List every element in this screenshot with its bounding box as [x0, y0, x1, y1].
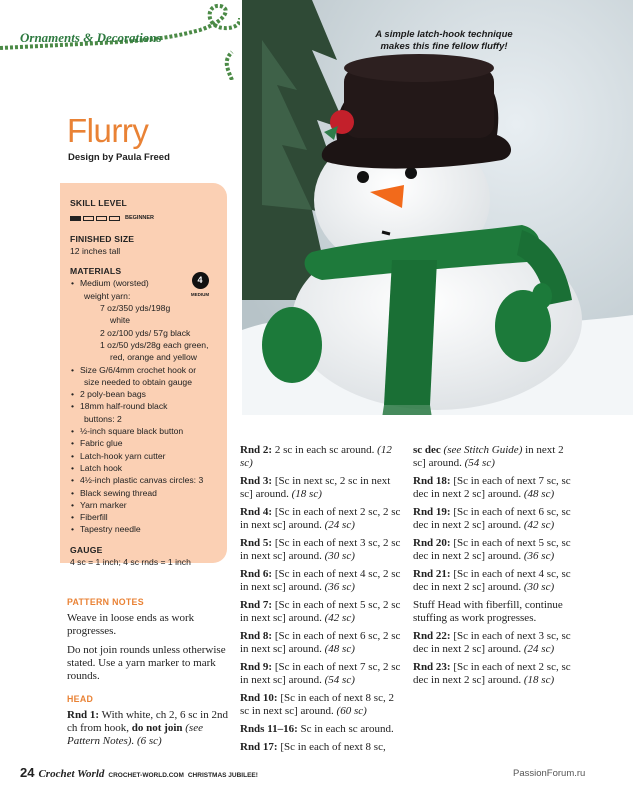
materials-item-cont: 7 oz/350 yds/198g	[100, 303, 171, 314]
eye-right	[405, 167, 417, 179]
page-number: 24	[20, 765, 35, 780]
materials-item-cont: size needed to obtain gauge	[84, 376, 192, 387]
materials-item-cont: buttons: 2	[84, 413, 122, 424]
materials-item-cont: weight yarn:	[84, 290, 131, 301]
materials-list	[70, 277, 219, 535]
designer-byline: Design by Paula Freed	[68, 152, 170, 163]
round-instruction: Rnd 22: [Sc in each of next 3 sc, sc dec in next 2 sc] around. (24 sc)	[413, 630, 571, 655]
materials-item: • Fiberfill	[70, 511, 219, 523]
round-instruction: Rnd 4: [Sc in each of next 2 sc, 2 sc in next sc] around. (24 sc)	[240, 506, 401, 531]
materials-item: • Yarn marker	[70, 499, 219, 511]
round-instruction: Rnd 23: [Sc in each of next 2 sc, sc dec in next 2 sc] around. (18 sc)	[413, 661, 571, 686]
round-instruction: Rnds 11–16: Sc in each sc around.	[240, 723, 394, 735]
finished-size-heading: FINISHED SIZE	[70, 233, 135, 244]
round-instruction: Rnd 6: [Sc in each of next 4 sc, 2 sc in next sc] around. (36 sc)	[240, 568, 401, 593]
head-rnd-1: Rnd 1: With white, ch 2, 6 sc in 2nd ch from hook, do not join (see Pattern Notes). (6 sc)	[67, 709, 228, 747]
skill-segment-filled	[70, 216, 81, 221]
photo-caption: A simple latch-hook technique makes this fine fellow fluffy!	[375, 29, 513, 52]
materials-item: • ½-inch square black button	[70, 425, 219, 437]
materials-item-cont: 2 oz/100 yds/ 57g black	[100, 327, 191, 338]
materials-item: • Size G/6/4mm crochet hook or	[70, 364, 219, 376]
eye-left	[357, 171, 369, 183]
pattern-note: Weave in loose ends as work progresses.	[67, 612, 195, 637]
round-instruction: Rnd 5: [Sc in each of next 3 sc, 2 sc in next sc] around. (30 sc)	[240, 537, 401, 562]
round-instruction: Rnd 2: 2 sc in each sc around. (12 sc)	[240, 444, 392, 469]
materials-item: • Latch-hook yarn cutter	[70, 450, 219, 462]
watermark-text: PassionForum.ru	[513, 768, 586, 779]
left-column-text	[67, 596, 229, 754]
page-footer	[20, 765, 258, 780]
materials-item: • Latch hook	[70, 462, 219, 474]
website-link[interactable]: CROCHET-WORLD.COM	[108, 772, 184, 779]
round-instruction: Rnd 8: [Sc in each of next 6 sc, 2 sc in next sc] around. (48 sc)	[240, 630, 401, 655]
materials-item-cont: red, orange and yellow	[110, 352, 197, 363]
gauge-value: 4 sc = 1 inch; 4 sc rnds = 1 inch	[70, 557, 191, 568]
gauge-heading: GAUGE	[70, 544, 103, 555]
materials-item: • Medium (worsted)	[70, 277, 219, 289]
yarn-weight-number: 4	[192, 272, 209, 289]
skill-segment	[96, 216, 107, 221]
pattern-title: Flurry	[67, 112, 149, 149]
instructions-column-3	[413, 444, 576, 692]
instructions-column-2	[240, 444, 404, 759]
materials-item: • Fabric glue	[70, 437, 219, 449]
materials-item: • 2 poly-bean bags	[70, 388, 219, 400]
round-instruction: Rnd 19: [Sc in each of next 6 sc, sc dec in next 2 sc] around. (42 sc)	[413, 506, 571, 531]
materials-item-cont: white	[110, 315, 131, 326]
materials-item: • Black sewing thread	[70, 487, 219, 499]
round-instruction: Stuff Head with fiberfill, continue stuffing as work progresses.	[413, 599, 563, 624]
skill-level-heading: SKILL LEVEL	[70, 198, 127, 208]
round-instruction: Rnd 20: [Sc in each of next 5 sc, sc dec in next 2 sc] around. (36 sc)	[413, 537, 571, 562]
finished-size-value: 12 inches tall	[70, 245, 121, 256]
materials-item: • 18mm half-round black	[70, 400, 219, 412]
pattern-note: Do not join rounds unless otherwise stated. Use a yarn marker to mark rounds.	[67, 644, 226, 682]
yarn-weight-label: MEDIUM	[190, 292, 210, 297]
round-instruction: Rnd 10: [Sc in each of next 8 sc, 2 sc in next sc] around. (60 sc)	[240, 692, 394, 717]
skill-segment	[109, 216, 120, 221]
issue-name: CHRISTMAS JUBILEE!	[187, 772, 258, 779]
round-instruction: Rnd 18: [Sc in each of next 7 sc, sc dec in next 2 sc] around. (48 sc)	[413, 475, 571, 500]
materials-item-cont: 1 oz/50 yds/28g each green,	[100, 339, 209, 350]
snowman-photo	[242, 0, 633, 415]
materials-info-box	[60, 183, 227, 568]
round-instruction: Rnd 3: [Sc in next sc, 2 sc in next sc] around. (18 sc)	[240, 475, 391, 500]
head-heading: HEAD	[67, 694, 94, 704]
materials-item: • Tapestry needle	[70, 523, 219, 535]
yarn-weight-icon	[187, 272, 213, 301]
pattern-notes-heading: PATTERN NOTES	[67, 597, 144, 607]
round-instruction: Rnd 9: [Sc in each of next 7 sc, 2 sc in next sc] around. (54 sc)	[240, 661, 401, 686]
magazine-name: Crochet World	[38, 768, 105, 780]
materials-heading: MATERIALS	[70, 266, 122, 277]
skill-level-bar	[70, 212, 219, 224]
skill-level-label: BEGINNER	[125, 215, 155, 222]
skill-segment	[83, 216, 94, 221]
round-instruction: Rnd 17: [Sc in each of next 8 sc,	[240, 741, 386, 753]
round-instruction: sc dec (see Stitch Guide) in next 2 sc] around. (54 sc)	[413, 444, 564, 469]
section-label: Ornaments & Decorations	[20, 30, 162, 45]
round-instruction: Rnd 21: [Sc in each of next 4 sc, sc dec in next 2 sc] around. (30 sc)	[413, 568, 571, 593]
materials-item: • 4½-inch plastic canvas circles: 3	[70, 474, 219, 486]
mitten-left	[262, 307, 322, 383]
round-instruction: Rnd 7: [Sc in each of next 5 sc, 2 sc in next sc] around. (42 sc)	[240, 599, 401, 624]
